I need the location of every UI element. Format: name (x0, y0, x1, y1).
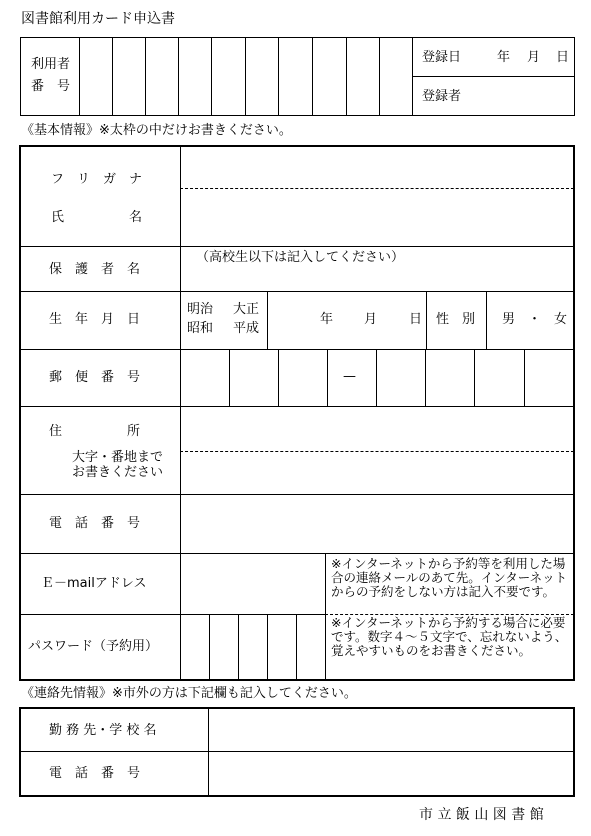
user-number-digit[interactable] (146, 38, 179, 115)
postal-digit[interactable] (230, 350, 278, 406)
guardian-field[interactable] (181, 247, 573, 290)
password-digit[interactable] (210, 615, 238, 680)
user-number-digit[interactable] (80, 38, 113, 115)
user-number-digit[interactable] (179, 38, 212, 115)
era-heisei[interactable]: 平成 (233, 321, 260, 336)
reg-month: 月 (527, 50, 541, 65)
user-number-digit[interactable] (113, 38, 146, 115)
user-number-label-2: 番 号 (31, 79, 71, 94)
era-taisho[interactable]: 大正 (233, 302, 260, 317)
address-note: 大字・番地まで (72, 450, 164, 465)
sex-label: 性 別 (436, 312, 476, 327)
birth-label: 生 年 月 日 (49, 312, 141, 327)
birth-date-field[interactable] (268, 292, 426, 349)
user-number-digit[interactable] (313, 38, 346, 115)
postal-dash: — (343, 369, 356, 384)
postal-digit[interactable] (279, 350, 327, 406)
furigana-field[interactable] (181, 147, 573, 187)
furigana-label: フ リ ガ ナ (51, 172, 143, 187)
password-digit[interactable] (181, 615, 209, 680)
birth-day: 日 (409, 312, 423, 327)
email-label: Ｅ－mailアドレス (41, 576, 147, 591)
postal-digit[interactable] (475, 350, 523, 406)
contact-phone-field[interactable] (209, 753, 573, 795)
registrar-label: 登録者 (422, 89, 462, 104)
postal-label: 郵 便 番 号 (49, 370, 141, 385)
user-number-label: 利用者 (31, 57, 71, 72)
name-field[interactable] (181, 190, 573, 245)
email-field[interactable] (181, 554, 325, 614)
contact-phone-label: 電 話 番 号 (49, 766, 141, 781)
postal-digit[interactable] (426, 350, 474, 406)
user-number-digit[interactable] (246, 38, 279, 115)
user-number-digit[interactable] (279, 38, 312, 115)
postal-digit[interactable] (525, 350, 573, 406)
password-note: ※インターネットから予約する場合に必要です。数字４～５文字で、忘れないよう、覚えやすいものをお書きください。 (331, 615, 568, 658)
name-label: 氏 名 (51, 210, 143, 225)
phone-field[interactable] (181, 495, 573, 552)
sex-options[interactable]: 男 ・ 女 (502, 312, 568, 327)
password-digit[interactable] (297, 615, 325, 680)
email-note: ※インターネットから予約等を利用した場合の連絡メールのあて先。インターネットからの予約をしない方は記入不要です。 (331, 556, 568, 599)
birth-year: 年 (320, 312, 334, 327)
user-number-digit[interactable] (212, 38, 245, 115)
reg-year: 年 (497, 50, 511, 65)
address-label: 住 所 (49, 424, 141, 439)
registration-date-label: 登録日 (422, 50, 462, 65)
era-meiji[interactable]: 明治 (187, 302, 214, 317)
contact-info-heading: 《連絡先情報》※市外の方は下記欄も記入してください。 (21, 686, 357, 701)
phone-label: 電 話 番 号 (49, 516, 141, 531)
password-digit[interactable] (239, 615, 267, 680)
postal-digit[interactable] (377, 350, 425, 406)
password-digit[interactable] (268, 615, 296, 680)
user-number-digit[interactable] (347, 38, 380, 115)
password-label: パスワード（予約用） (28, 639, 159, 654)
library-name: 市 立 飯 山 図 書 館 (419, 807, 544, 823)
birth-month: 月 (364, 312, 378, 327)
reg-day: 日 (556, 50, 570, 65)
guardian-label: 保 護 者 名 (49, 262, 141, 277)
guardian-note: （高校生以下は記入してください） (196, 250, 405, 265)
form-title: 図書館利用カード申込書 (21, 11, 175, 27)
address-note-2: お書きください (72, 465, 164, 480)
postal-digit[interactable] (181, 350, 229, 406)
workplace-field[interactable] (209, 709, 573, 751)
era-showa[interactable]: 昭和 (187, 321, 214, 336)
address-field[interactable] (181, 407, 573, 493)
basic-info-heading: 《基本情報》※太枠の中だけお書きください。 (21, 123, 292, 138)
workplace-label: 勤 務 先・学 校 名 (49, 723, 157, 738)
